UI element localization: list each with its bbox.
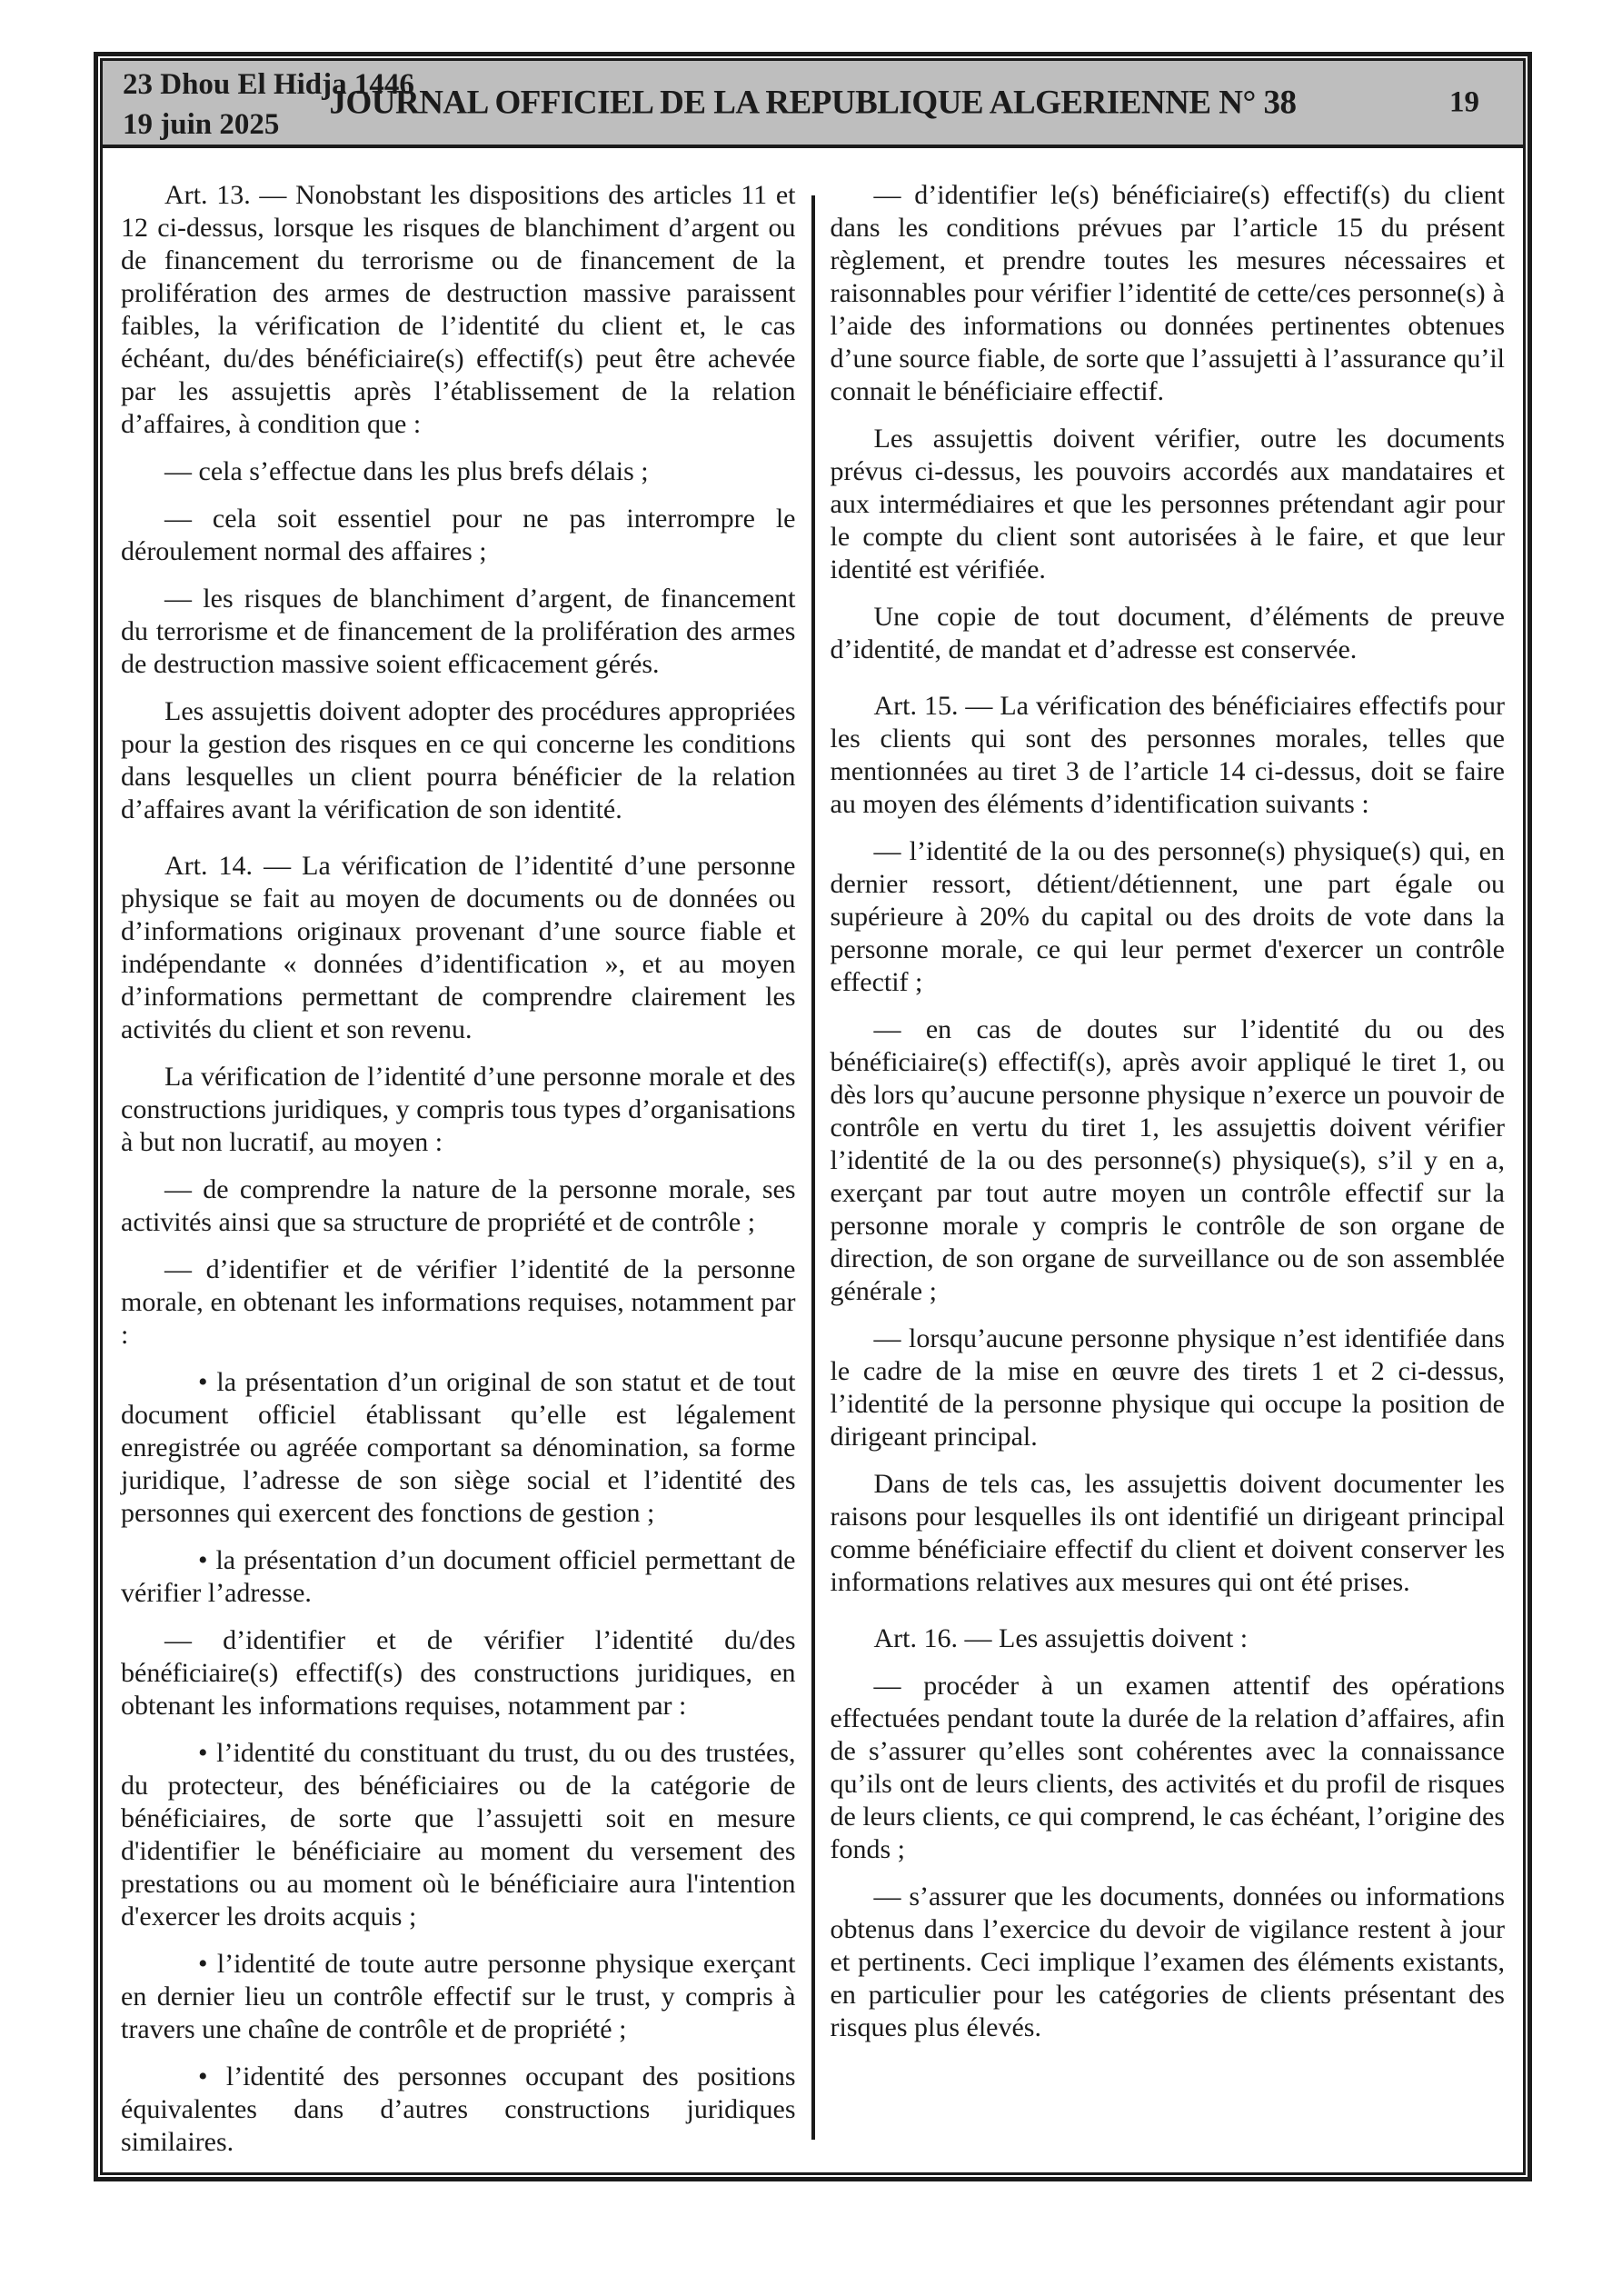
paragraph: • l’identité de toute autre personne physique exerçant en dernier lieu un contrôle effectif sur le trust, y compris à travers une chaîne de contrôle et de propriété ; [121, 1949, 796, 2044]
paragraph: • l’identité du constituant du trust, du ou des trustées, du protecteur, des bénéficiaires ou de la catégorie de bénéficiaires, de sorte que l’assujetti soit en mesure d'identifier le bénéficiaire au moment du versement des prestations ou au moment où le bénéficiaire aura l'intention d'exercer les droits acquis ; [121, 1738, 796, 1932]
paragraph: — cela s’effectue dans les plus brefs délais ; [164, 456, 649, 486]
paragraph: Une copie de tout document, d’éléments de preuve d’identité, de mandat et d’adresse est conservée. [830, 602, 1505, 664]
paragraph: — l’identité de la ou des personne(s) physique(s) qui, en dernier ressort, détient/détiennent, une part égale ou supérieure à 20% du capital ou des droits de vote dans la personne morale, ce qui leur permet d'exercer un contrôle effectif ; [830, 836, 1505, 997]
paragraph: Art. 13. — Nonobstant les dispositions des articles 11 et 12 ci-dessus, lorsque les risques de blanchiment d’argent ou de financement du terrorisme ou de financement de la prolifération des armes de destruction massive paraissent faibles, la vérification de l’identité du client et, le cas échéant, du/des bénéficiaire(s) effectif(s) peut être achevée par les assujettis après l’établissement de la relation d’affaires, à condition que : [121, 180, 796, 439]
journal-title: JOURNAL OFFICIEL DE LA REPUBLIQUE ALGERIENNE N° 38 [329, 84, 1297, 122]
paragraph: Art. 14. — La vérification de l’identité d’une personne physique se fait au moyen de documents ou de données ou d’informations originaux provenant d’une source fiable et indépendante « données d’identification », et au moyen d’informations permettant de comprendre clairement les activités du client et son revenu. [121, 851, 796, 1044]
page-header [103, 61, 1523, 148]
paragraph: • la présentation d’un document officiel permettant de vérifier l’adresse. [121, 1545, 796, 1608]
paragraph: Dans de tels cas, les assujettis doivent documenter les raisons pour lesquelles ils ont identifié un dirigeant principal comme bénéficiaire effectif du client et doivent conserver les informations relatives aux mesures qui ont été prises. [830, 1469, 1505, 1597]
paragraph: — s’assurer que les documents, données ou informations obtenus dans l’exercice du devoir de vigilance restent à jour et pertinents. Ceci implique l’examen des éléments existants, en particulier pour les catégories de clients présentant des risques plus élevés. [830, 1882, 1505, 2042]
right-column [831, 179, 1506, 2173]
paragraph: • la présentation d’un original de son statut et de tout document officiel établissant qu’elle est légalement enregistrée ou agréée comportant sa dénomination, sa forme juridique, l’adresse de son siège social et l’identité des personnes qui exercent des fonctions de gestion ; [121, 1367, 796, 1528]
paragraph: — en cas de doutes sur l’identité du ou des bénéficiaire(s) effectif(s), après avoir appliqué le tiret 1, ou dès lors qu’aucune personne physique n’exerce un pouvoir de contrôle en vertu du tiret 1, les assujettis doivent vérifier l’identité de la ou des personne(s) physique(s), s’il y en a, exerçant par tout autre moyen un contrôle effectif sur la personne morale y compris le contrôle de son organe de direction, de son organe de surveillance ou de son assemblée générale ; [830, 1014, 1505, 1306]
paragraph: Les assujettis doivent adopter des procédures appropriées pour la gestion des risques en ce qui concerne les conditions dans lesquelles un client pourra bénéficier de la relation d’affaires avant la vérification de son identité. [121, 696, 796, 824]
paragraph: • l’identité des personnes occupant des positions équivalentes dans d’autres constructions juridiques similaires. [121, 2061, 796, 2157]
page-frame [94, 52, 1532, 2181]
paragraph: — de comprendre la nature de la personne morale, ses activités ainsi que sa structure de propriété et de contrôle ; [121, 1174, 796, 1237]
paragraph: — d’identifier et de vérifier l’identité de la personne morale, en obtenant les informations requises, notamment par : [121, 1254, 796, 1350]
paragraph: — les risques de blanchiment d’argent, de financement du terrorisme et de financement de la prolifération des armes de destruction massive soient efficacement gérés. [121, 584, 796, 679]
page-number: 19 [1449, 85, 1479, 119]
content-area [103, 148, 1523, 2173]
paragraph: Art. 15. — La vérification des bénéficiaires effectifs pour les clients qui sont des personnes morales, telles que mentionnées au tiret 3 de l’article 14 ci-dessus, doit se faire au moyen des éléments d’identification suivants : [830, 691, 1505, 819]
paragraph: La vérification de l’identité d’une personne morale et des constructions juridiques, y compris tous types d’organisations à but non lucratif, au moyen : [121, 1062, 796, 1157]
paragraph: — d’identifier et de vérifier l’identité du/des bénéficiaire(s) effectif(s) des constructions juridiques, en obtenant les informations requises, notamment par : [121, 1625, 796, 1721]
page-frame-inner [100, 58, 1526, 2175]
hijri-date: 23 Dhou El Hidja 1446 [123, 68, 414, 101]
paragraph: — d’identifier le(s) bénéficiaire(s) effectif(s) du client dans les conditions prévues par l’article 15 du présent règlement, et prendre toutes les mesures nécessaires et raisonnables pour vérifier l’identité de cette/ces personne(s) à l’aide des informations ou données pertinentes obtenues d’une source fiable, de sorte que l’assujetti à l’assurance qu’il connait le bénéficiaire effectif. [830, 180, 1505, 406]
left-column [121, 179, 796, 2173]
paragraph: Les assujettis doivent vérifier, outre les documents prévus ci-dessus, les pouvoirs accordés aux mandataires et aux intermédiaires et que les personnes prétendant agir pour le compte du client sont autorisées à le faire, et que leur identité est vérifiée. [830, 424, 1505, 584]
gregorian-date: 19 juin 2025 [123, 108, 280, 141]
column-divider [811, 195, 815, 2140]
paragraph: Art. 16. — Les assujettis doivent : [873, 1623, 1249, 1653]
paragraph: — lorsqu’aucune personne physique n’est identifiée dans le cadre de la mise en œuvre des tirets 1 et 2 ci-dessus, l’identité de la personne physique qui occupe la position de dirigeant principal. [830, 1323, 1505, 1452]
paragraph: — cela soit essentiel pour ne pas interrompre le déroulement normal des affaires ; [121, 504, 796, 566]
paragraph: — procéder à un examen attentif des opérations effectuées pendant toute la durée de la relation d’affaires, afin de s’assurer qu’elles sont cohérentes avec la connaissance qu’ils ont de leurs clients, des activités et du profil de risques de leurs clients, ce qui comprend, le cas échéant, l’origine des fonds ; [830, 1671, 1505, 1864]
